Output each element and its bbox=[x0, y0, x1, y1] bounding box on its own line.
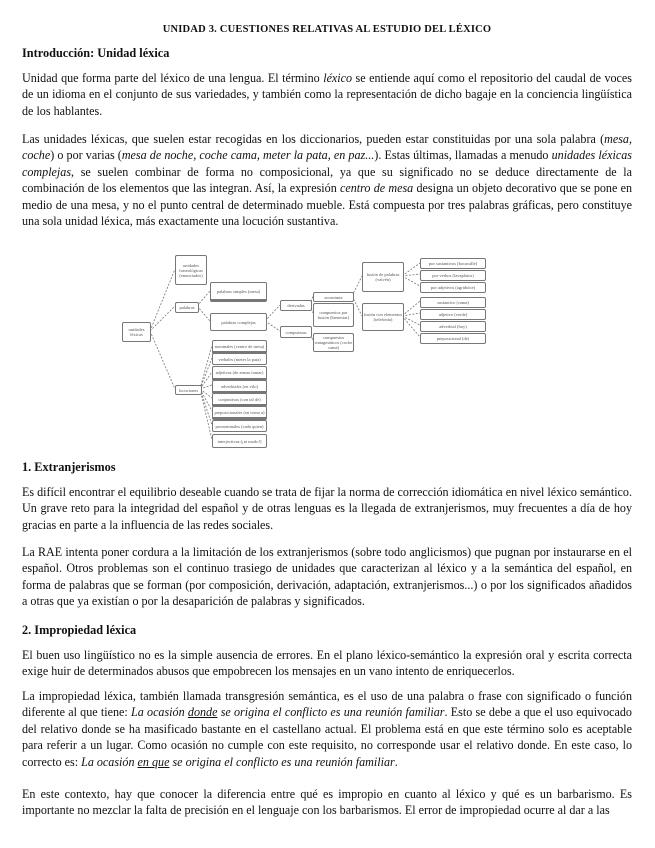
section-1-paragraph-1: Es difícil encontrar el equilibrio deseable cuando se trata de fijar la norma de corrección idiomática en nivel léxico semántico. Un grave reto para la integridad del español y de otras lenguas es la llegada de extranjerismos, muy frecuentes a día de hoy gracias en parte a la influencia de las redes sociales. bbox=[22, 485, 632, 532]
diagram-node-r2: fusión con elementos (telefonía) bbox=[362, 303, 404, 331]
diagram-node-complejas: palabras complejas bbox=[210, 313, 267, 331]
document-title: UNIDAD 3. CUESTIONES RELATIVAS AL ESTUDIO DEL LÉXICO bbox=[162, 24, 492, 35]
diagram-node-right: preposicional (de) bbox=[420, 333, 486, 344]
diagram-node-c2: compuestos por fusión (bienestar) bbox=[313, 303, 354, 327]
diagram-node-locucion: conjuntivas (con tal de) bbox=[212, 393, 267, 407]
diagram-node-root: unidades léxicas bbox=[122, 322, 151, 342]
diagram-node-c3: compuestos sintagmáticos (coche cama) bbox=[314, 335, 353, 350]
diagram-node-right: adjetivo (verde) bbox=[420, 309, 486, 320]
diagram-node-right: sustantivo (cama) bbox=[420, 297, 486, 308]
diagram-node-r1: fusión de palabras (vaivén) bbox=[362, 262, 404, 292]
diagram-node-right: adverbial (hoy) bbox=[420, 321, 486, 332]
intro-paragraph-2: Las unidades léxicas, que suelen estar recogidas en los diccionarios, pueden estar constituidas por una sola palabra (mesa, coche) o por varias (mesa de noche, coche cama, meter la pata, en paz...). Estas últimas, llamadas a menudo unidades léxicas complejas, se suelen combinar de forma no composicional, ya que su significado no se deduce directamente de la combinación de los elementos que las integran. Así, la expresión centro de mesa designa un objeto decorativo que se pone en medio de una mesa, y no el punto central de determinado mueble. Está compuesta por tres palabras gráficas, pero constituye una sola unidad léxica, más exactamente una locución sustantiva. bbox=[22, 132, 633, 229]
section-2-paragraph-3: En este contexto, hay que conocer la diferencia entre qué es impropio en cuanto al léxico y qué es un barbarismo. Es importante no mezclar la falta de precisión en el lenguaje con los barbarismos. El error de impropiedad ocurre al dar a las bbox=[22, 787, 632, 818]
diagram-node-locucion: nominales (centro de mesa) bbox=[212, 340, 267, 354]
section-1-heading: 1. Extranjerismos bbox=[22, 460, 116, 474]
diagram-node-mid2: compuestas bbox=[280, 326, 312, 338]
diagram-node-locucion: pronominales (cada quien) bbox=[212, 420, 267, 432]
diagram-node-locucion: interjectivas (¡ni modo!) bbox=[212, 434, 267, 448]
diagram-node-right: por verbos (lavaplatos) bbox=[420, 270, 486, 281]
diagram-node-simples: palabras simples (mesa) bbox=[210, 282, 267, 302]
intro-heading: Introducción: Unidad léxica bbox=[22, 46, 170, 60]
diagram-node-palabras: palabras bbox=[175, 302, 199, 313]
section-2-paragraph-1: El buen uso lingüístico no es la simple ausencia de errores. En el plano léxico-semántico la expresión oral y escrita correcta exige huir de determinados abusos que empobrecen los mensajes en un vano intento de enriquecerlos. bbox=[22, 648, 632, 679]
diagram-node-locuciones: locuciones bbox=[175, 385, 202, 395]
diagram-node-right: por adjetivos (agridulce) bbox=[420, 282, 486, 293]
diagram-node-right: por sustantivos (bocacalle) bbox=[420, 258, 486, 269]
diagram-node-c1: acronimia bbox=[313, 292, 354, 302]
diagram-node-locucion: adjetivas (de armas tomar) bbox=[212, 366, 267, 381]
section-2-heading: 2. Impropiedad léxica bbox=[22, 623, 137, 637]
diagram-node-locucion: preposicionales (en torno a) bbox=[212, 406, 267, 420]
section-1-paragraph-2: La RAE intenta poner cordura a la limitación de los extranjerismos (sobre todo anglicismos) que pugnan por instaurarse en el español. Otros problemas son el continuo trasiego de unidades que caracterizan al léxico y a la semántica del español, en forma de palabras que se forman (por composición, derivación, adaptación, extranjerismos...) o por los significados añadidos a otras que ya existían o por la desaparición de palabras y significados. bbox=[22, 545, 632, 609]
diagram-node-mid1: derivadas bbox=[280, 300, 312, 311]
diagram-node-top: unidades fraseológicas (enunciados) bbox=[175, 255, 207, 285]
section-2-paragraph-2: La impropiedad léxica, también llamada transgresión semántica, es el uso de una palabra o frase con significado o función diferente al que tiene: La ocasión donde se origina el conflicto es una reunión familiar. Esto se debe a que el uso equivocado del relativo donde se ha masificado bastante en el castellano actual. El problema está en que este término solo es aceptable para referir a un lugar. Como ocasión no cumple con este requisito, no corresponde usar el relativo donde. En este caso, lo correcto es: La ocasión en que se origina el conflicto es una reunión familiar. bbox=[22, 689, 632, 769]
diagram-node-locucion: adverbiales (en vilo) bbox=[212, 380, 267, 394]
intro-paragraph-1: Unidad que forma parte del léxico de una lengua. El término léxico se entiende aquí como el repositorio del caudal de voces de un idioma en el conjunto de sus variedades, y también como la representación de dicho bagaje en la conciencia lingüística de los hablantes. bbox=[22, 71, 632, 118]
diagram-node-locucion: verbales (meter la pata) bbox=[212, 353, 267, 365]
